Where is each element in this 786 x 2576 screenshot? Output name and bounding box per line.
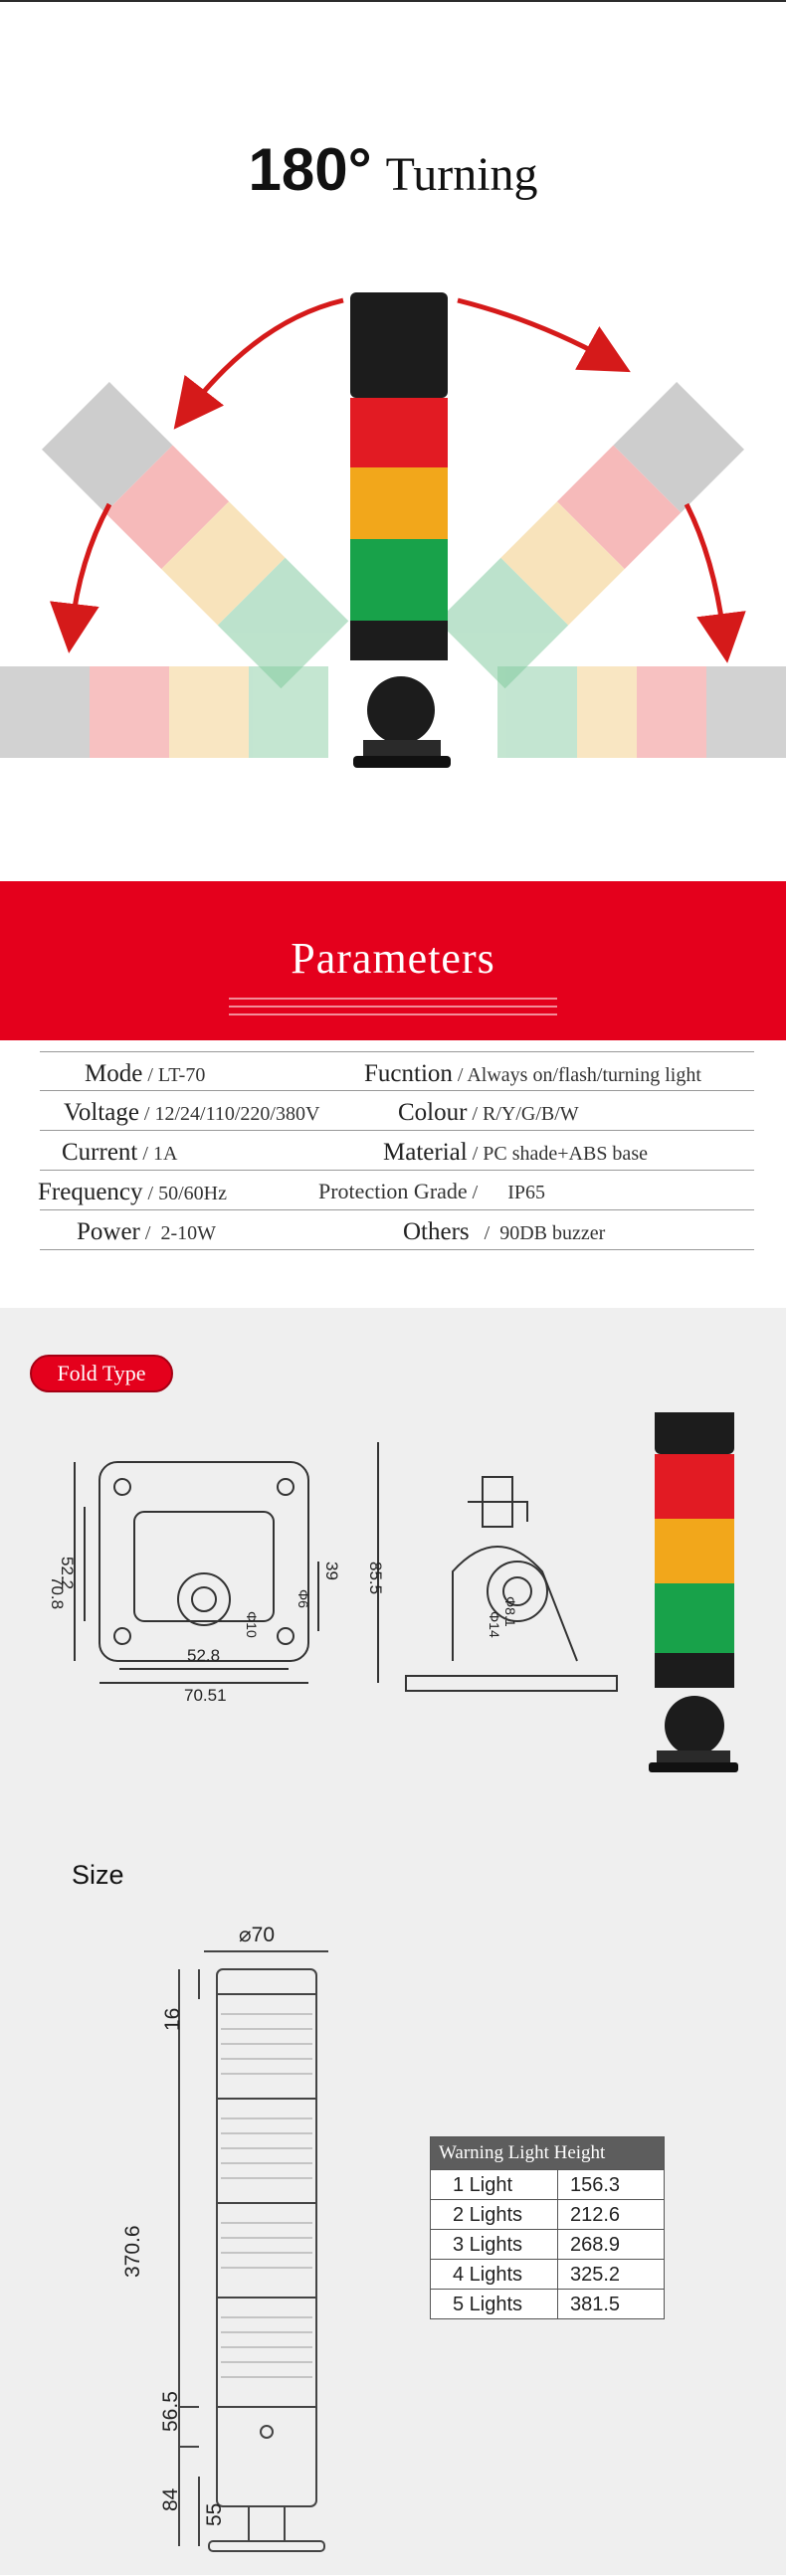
banner-fineprint-line bbox=[229, 1006, 557, 1008]
size-heading: Size bbox=[72, 1860, 124, 1890]
param-colour: Colour / R/Y/G/B/W bbox=[398, 1099, 579, 1126]
param-power: Power / 2-10W bbox=[77, 1218, 216, 1245]
param-row bbox=[40, 1210, 754, 1250]
arrow-left-upper bbox=[189, 300, 343, 410]
fold-type-label: Fold Type bbox=[30, 1355, 173, 1392]
table-row: 5 Lights 381.5 bbox=[431, 2289, 664, 2318]
dim-84: 84 bbox=[159, 2487, 182, 2511]
fold-type-product-photo bbox=[649, 1412, 738, 1772]
param-row bbox=[40, 1171, 754, 1210]
param-others: Others / 90DB buzzer bbox=[403, 1218, 606, 1245]
param-current: Current / 1A bbox=[62, 1139, 178, 1166]
param-row bbox=[40, 1091, 754, 1131]
arrow-right-upper bbox=[458, 300, 609, 360]
faded-lamp-horizontal-right bbox=[497, 666, 786, 758]
dim-55: 55 bbox=[203, 2502, 226, 2526]
dim-70-51: 70.51 bbox=[184, 1686, 227, 1705]
dim-phi14: Φ14 bbox=[487, 1611, 502, 1638]
table-row: 2 Lights 212.6 bbox=[431, 2199, 664, 2229]
dim-52-8: 52.8 bbox=[187, 1646, 221, 1665]
size-drawing bbox=[0, 1890, 786, 2576]
hero-title-word: Turning bbox=[385, 148, 538, 201]
param-voltage: Voltage / 12/24/110/220/380V bbox=[64, 1099, 320, 1126]
faded-lamp-tilted-left bbox=[42, 382, 348, 688]
dim-70-8: 70.8 bbox=[48, 1576, 67, 1610]
param-frequency: Frequency / 50/60Hz bbox=[38, 1179, 227, 1205]
base-side-view bbox=[468, 1502, 527, 1522]
dim-phi8-1: Φ8.1 bbox=[502, 1596, 518, 1627]
warning-light-height-table bbox=[430, 2136, 665, 2319]
dim-56-5: 56.5 bbox=[159, 2391, 182, 2432]
rotation-illustration bbox=[0, 2, 786, 882]
dim-39: 39 bbox=[322, 1562, 341, 1580]
param-material: Material / PC shade+ABS base bbox=[383, 1139, 648, 1166]
arrow-left-lower bbox=[72, 504, 109, 629]
hero-section bbox=[0, 2, 786, 882]
arrow-right-lower bbox=[687, 504, 724, 639]
dim-diameter-70: ⌀70 bbox=[239, 1924, 276, 1946]
dim-52-2: 52.2 bbox=[58, 1557, 77, 1590]
dim-phi6: Φ6 bbox=[295, 1589, 311, 1608]
table-row: 4 Lights 325.2 bbox=[431, 2259, 664, 2289]
param-mode: Mode / LT-70 bbox=[85, 1060, 206, 1087]
banner-fineprint-line bbox=[229, 998, 557, 1000]
dim-370-6: 370.6 bbox=[121, 2225, 144, 2278]
parameters-heading: Parameters bbox=[291, 934, 495, 983]
parameters-table bbox=[40, 1051, 754, 1250]
banner-fineprint-line bbox=[229, 1013, 557, 1015]
dim-85-5: 85.5 bbox=[366, 1562, 385, 1595]
param-row bbox=[40, 1131, 754, 1171]
table-row: 1 Light 156.3 bbox=[431, 2169, 664, 2199]
param-protection-grade: Protection Grade / IP65 bbox=[318, 1179, 546, 1203]
table-title: Warning Light Height bbox=[431, 2137, 664, 2169]
dim-16: 16 bbox=[161, 2007, 184, 2031]
param-function: Fucntion / Always on/flash/turning light bbox=[364, 1060, 701, 1087]
table-row: 3 Lights 268.9 bbox=[431, 2229, 664, 2259]
hero-title-number: 180° bbox=[248, 136, 372, 203]
main-tower-lamp bbox=[350, 292, 451, 768]
dim-phi10: Φ10 bbox=[244, 1611, 260, 1638]
param-row bbox=[40, 1051, 754, 1091]
parameters-banner bbox=[0, 881, 786, 1040]
base-top-view bbox=[99, 1462, 308, 1661]
